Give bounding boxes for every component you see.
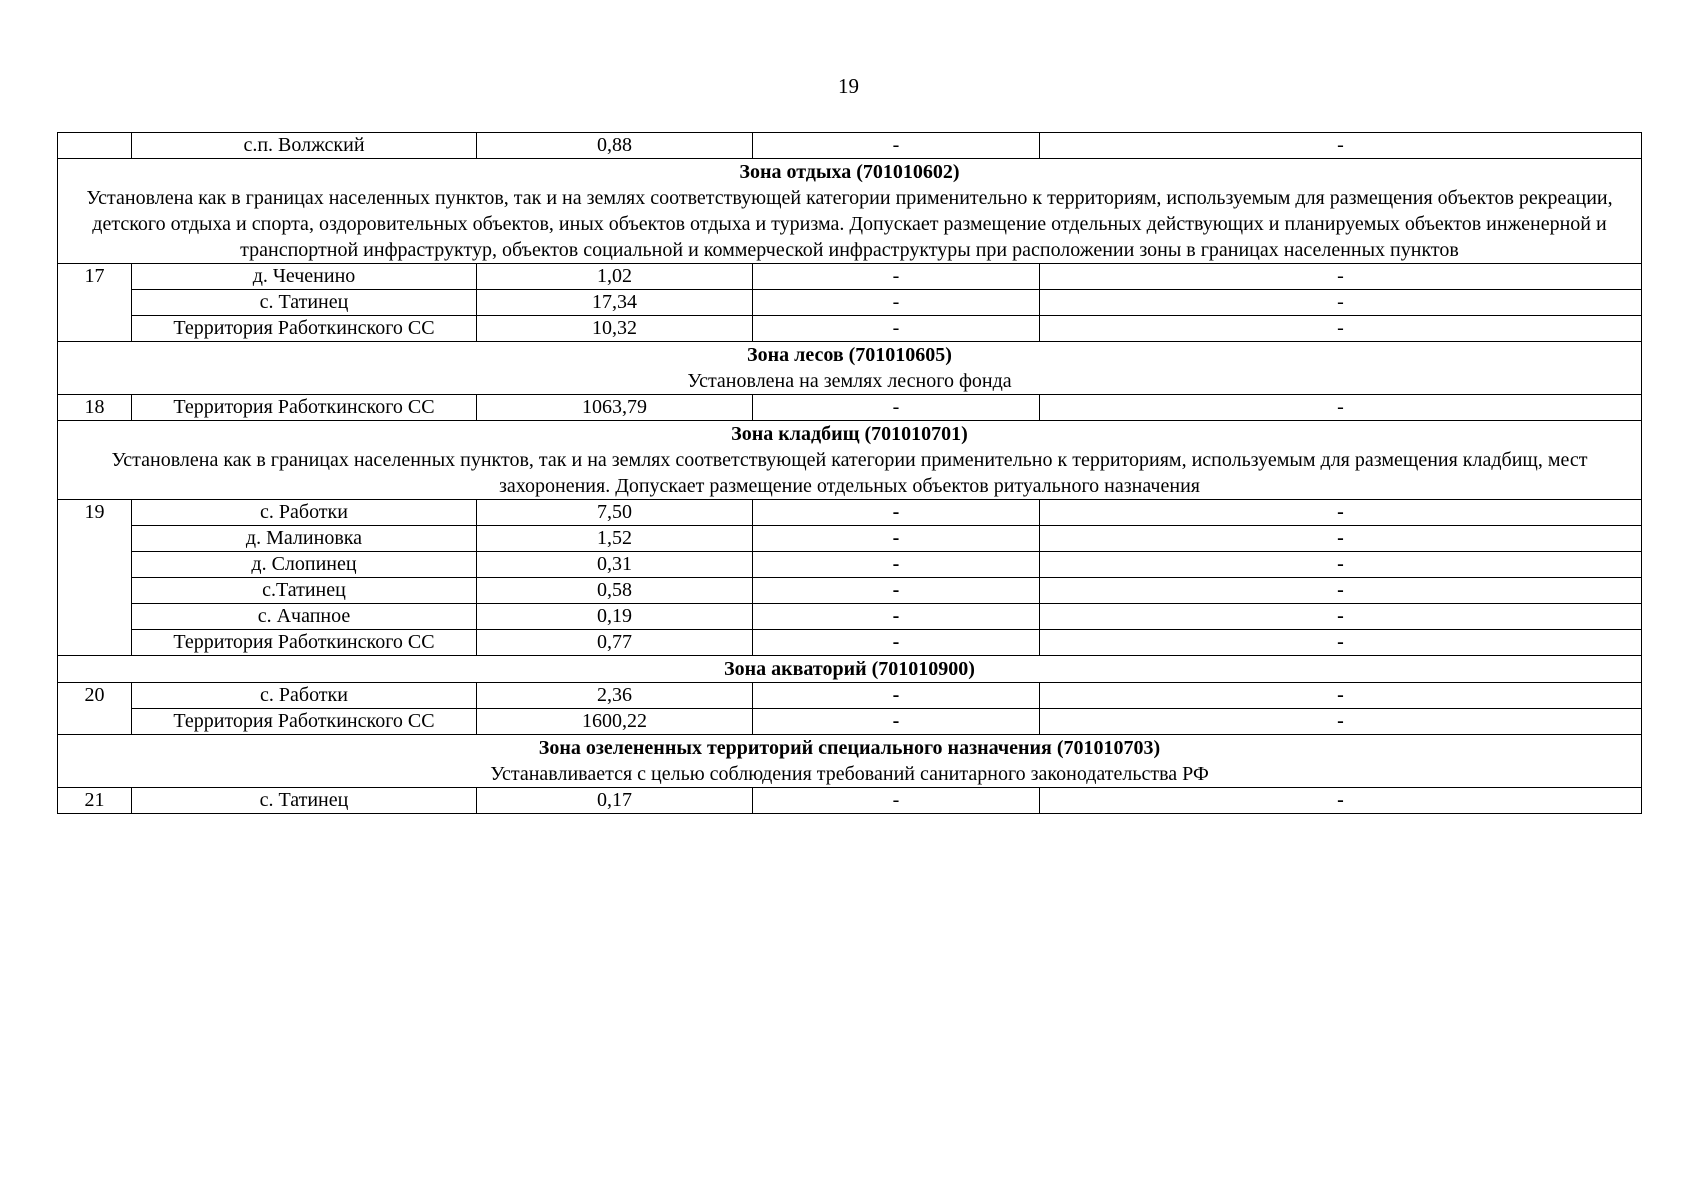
value-cell-4: - [753,604,1040,630]
value-cell-4: - [753,709,1040,735]
value-cell-5: - [1040,500,1642,526]
table-row [58,578,1642,604]
page-number: 19 [838,74,859,98]
value-cell-4: - [753,133,1040,159]
place-cell: Территория Работкинского СС [132,630,477,656]
place-cell: д. Малиновка [132,526,477,552]
table-row [58,500,1642,526]
zone-title: Зона акваторий (701010900) [724,658,975,680]
area-cell: 17,34 [477,290,753,316]
table-row [58,316,1642,342]
value-cell-4: - [753,683,1040,709]
area-cell: 0,17 [477,788,753,814]
area-cell: 7,50 [477,500,753,526]
value-cell-5: - [1040,316,1642,342]
value-cell-5: - [1040,526,1642,552]
value-cell-5: - [1040,290,1642,316]
value-cell-4: - [753,316,1040,342]
table-row [58,630,1642,656]
value-cell-5: - [1040,264,1642,290]
place-cell: с. Ачапное [132,604,477,630]
place-cell: с. Татинец [132,788,477,814]
table-row [58,526,1642,552]
value-cell-4: - [753,526,1040,552]
value-cell-4: - [753,264,1040,290]
value-cell-5: - [1040,630,1642,656]
row-number-cell [58,133,132,159]
row-number-cell: 20 [58,683,132,735]
value-cell-4: - [753,395,1040,421]
row-number-cell: 21 [58,788,132,814]
table-row [58,264,1642,290]
zone-header-cell [58,735,1642,788]
zone-title: Зона кладбищ (701010701) [731,423,968,445]
zone-title: Зона лесов (701010605) [747,344,952,366]
value-cell-4: - [753,290,1040,316]
zones-table-body [58,133,1642,814]
zone-description: Установлена на землях лесного фонда [687,370,1012,392]
place-cell: с.п. Волжский [132,133,477,159]
row-number-cell: 17 [58,264,132,342]
place-cell: с. Работки [132,500,477,526]
area-cell: 1,52 [477,526,753,552]
value-cell-5: - [1040,604,1642,630]
table-row [58,290,1642,316]
place-cell: д. Чеченино [132,264,477,290]
value-cell-5: - [1040,133,1642,159]
value-cell-5: - [1040,788,1642,814]
place-cell: Территория Работкинского СС [132,395,477,421]
value-cell-4: - [753,578,1040,604]
table-row [58,709,1642,735]
table-row [58,395,1642,421]
zone-header-cell [58,421,1642,500]
value-cell-5: - [1040,395,1642,421]
zone-header-row [58,735,1642,788]
table-row [58,683,1642,709]
zone-header-cell [58,342,1642,395]
area-cell: 0,58 [477,578,753,604]
value-cell-4: - [753,630,1040,656]
area-cell: 0,77 [477,630,753,656]
zone-header-row [58,421,1642,500]
area-cell: 0,19 [477,604,753,630]
area-cell: 10,32 [477,316,753,342]
value-cell-5: - [1040,552,1642,578]
zone-title: Зона отдыха (701010602) [739,161,960,183]
zone-header-cell [58,159,1642,264]
row-number-cell: 18 [58,395,132,421]
table-row [58,604,1642,630]
place-cell: д. Слопинец [132,552,477,578]
value-cell-4: - [753,552,1040,578]
zone-header-row [58,656,1642,683]
table-row [58,133,1642,159]
area-cell: 1600,22 [477,709,753,735]
value-cell-5: - [1040,709,1642,735]
zone-description: Установлена как в границах населенных пунктов, так и на землях соответствующей категории применительно к территориям, используемым для размещения объектов рекреации, детского отдыха и спорта, оздоровительных объектов, иных объектов отдыха и туризма. Допускает размещение отдельных действующих и планируемых объектов инженерной и транспортной инфраструктур, объектов социальной и коммерческой инфраструктуры при расположении зоны в границах населенных пунктов [86,187,1613,261]
value-cell-5: - [1040,683,1642,709]
table-row [58,788,1642,814]
zone-title: Зона озелененных территорий специального назначения (701010703) [538,737,1161,759]
place-cell: Территория Работкинского СС [132,316,477,342]
area-cell: 1,02 [477,264,753,290]
zone-header-cell [58,656,1642,683]
zone-header-row [58,342,1642,395]
zone-description: Устанавливается с целью соблюдения требований санитарного законодательства РФ [490,763,1209,785]
area-cell: 1063,79 [477,395,753,421]
place-cell: Территория Работкинского СС [132,709,477,735]
value-cell-5: - [1040,578,1642,604]
place-cell: с. Работки [132,683,477,709]
zone-description: Установлена как в границах населенных пунктов, так и на землях соответствующей категории применительно к территориям, используемым для размещения кладбищ, мест захоронения. Допускает размещение отдельных объектов ритуального назначения [111,449,1588,497]
value-cell-4: - [753,500,1040,526]
zone-header-row [58,159,1642,264]
zones-table [57,132,1642,814]
row-number-cell: 19 [58,500,132,656]
place-cell: с. Татинец [132,290,477,316]
table-row [58,552,1642,578]
area-cell: 0,88 [477,133,753,159]
value-cell-4: - [753,788,1040,814]
area-cell: 0,31 [477,552,753,578]
area-cell: 2,36 [477,683,753,709]
place-cell: с.Татинец [132,578,477,604]
